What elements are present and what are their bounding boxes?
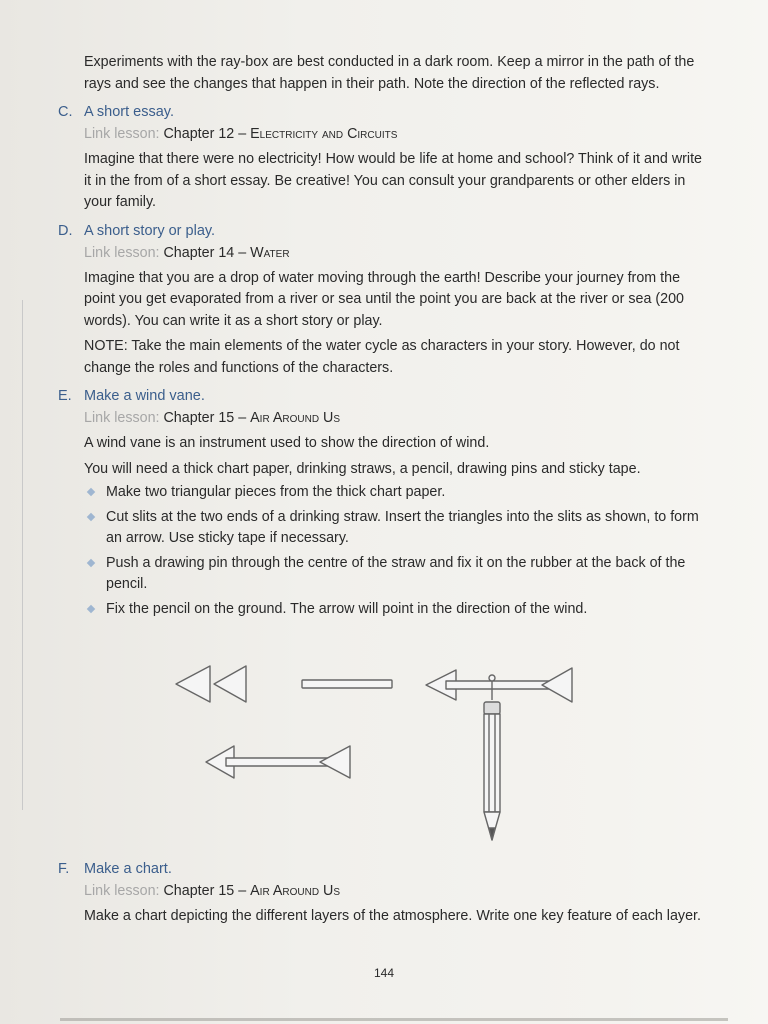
- section-title: Make a wind vane.: [84, 388, 205, 404]
- section-body: Imagine that there were no electricity! How would be life at home and school? Think of it and write it in the from of a short essay. Be creative! You can consult your grandparents or other elders in your family.: [84, 151, 703, 210]
- diamond-bullet-icon: [87, 604, 95, 612]
- arrow-tail: [320, 746, 350, 778]
- section-heading: [58, 101, 708, 123]
- link-lesson-label: Link lesson:: [84, 883, 160, 899]
- section-letter: C.: [58, 104, 73, 120]
- chapter-number: Chapter 15 –: [163, 410, 247, 426]
- section-f: [58, 858, 708, 928]
- section-letter: E.: [58, 388, 72, 404]
- chapter-name: Air Around Us: [250, 883, 341, 899]
- link-lesson-label: Link lesson:: [84, 410, 160, 426]
- note-label: NOTE:: [84, 338, 128, 354]
- section-letter: D.: [58, 222, 73, 239]
- note-paragraph: [84, 336, 708, 379]
- section-heading: [58, 385, 708, 407]
- page-number: 144: [373, 966, 395, 980]
- chapter-name: Air Around Us: [250, 410, 341, 426]
- section-heading: [58, 858, 708, 880]
- section-body: Imagine that you are a drop of water moving through the earth! Describe your journey from the point you get evaporated from a river or sea until the point you are back at the river or sea (200 words). You can write it as a short story or play.: [84, 269, 685, 329]
- pencil: [484, 702, 500, 840]
- link-lesson-line: [84, 407, 708, 429]
- section-title: A short essay.: [84, 104, 174, 120]
- section-title: A short story or play.: [84, 222, 216, 239]
- link-lesson-label: Link lesson:: [84, 244, 160, 261]
- page-content: [58, 52, 708, 623]
- section-body: Make a chart depicting the different layers of the atmosphere. Write one key feature of each layer.: [84, 908, 701, 924]
- arrow-assembly: [426, 668, 572, 702]
- list-item-text: Make two triangular pieces from the thick chart paper.: [106, 484, 446, 500]
- chapter-number: Chapter 14 –: [163, 244, 247, 261]
- wind-vane-illustration: [160, 660, 590, 850]
- note-text: Take the main elements of the water cycle as characters in your story. However, do not change the roles and functions of the characters.: [84, 338, 680, 376]
- spine-shadow-line: [22, 300, 23, 810]
- steps-list: [84, 482, 708, 620]
- link-lesson-line: [84, 123, 708, 145]
- list-item: [84, 553, 708, 596]
- section-c: [58, 101, 708, 214]
- link-lesson-line: [84, 242, 708, 264]
- intro-paragraph: Experiments with the ray-box are best conducted in a dark room. Keep a mirror in the path of the rays and see the changes that happen in their path. Note the direction of the reflected rays.: [84, 54, 695, 92]
- chapter-number: Chapter 12 –: [163, 126, 247, 142]
- section-title: Make a chart.: [84, 861, 172, 877]
- assembled-arrow: [206, 746, 350, 778]
- drawing-pin: [489, 675, 495, 681]
- link-lesson-label: Link lesson:: [84, 126, 160, 142]
- list-item-text: Push a drawing pin through the centre of the straw and fix it on the rubber at the back of the pencil.: [106, 554, 686, 592]
- diamond-bullet-icon: [87, 512, 95, 520]
- diamond-bullet-icon: [87, 558, 95, 566]
- list-item-text: Fix the pencil on the ground. The arrow will point in the direction of the wind.: [106, 600, 588, 617]
- list-item: [84, 482, 708, 504]
- list-item: [84, 507, 708, 550]
- list-item-text: Cut slits at the two ends of a drinking straw. Insert the triangles into the slits as shown, to form an arrow. Use sticky tape if necessary.: [106, 508, 699, 546]
- straw-shaft: [226, 758, 330, 766]
- straw-shaft: [446, 681, 550, 689]
- section-letter: F.: [58, 861, 70, 877]
- section-d: [58, 220, 708, 380]
- section-heading: [58, 220, 708, 242]
- triangle-piece: [176, 666, 210, 702]
- triangle-piece: [214, 666, 246, 702]
- drinking-straw: [302, 680, 392, 688]
- page-bottom-edge: [60, 1018, 728, 1021]
- chapter-name: Electricity and Circuits: [250, 126, 398, 142]
- section-body: A wind vane is an instrument used to show the direction of wind.: [84, 435, 490, 451]
- link-lesson-line: [84, 880, 708, 902]
- diamond-bullet-icon: [87, 488, 95, 496]
- chapter-number: Chapter 15 –: [163, 883, 247, 899]
- materials-paragraph: You will need a thick chart paper, drinking straws, a pencil, drawing pins and sticky tape.: [84, 460, 641, 477]
- arrow-tail: [542, 668, 572, 702]
- list-item: [84, 599, 708, 621]
- section-e: [58, 385, 708, 620]
- section-f-container: [58, 858, 708, 928]
- chapter-name: Water: [250, 244, 290, 261]
